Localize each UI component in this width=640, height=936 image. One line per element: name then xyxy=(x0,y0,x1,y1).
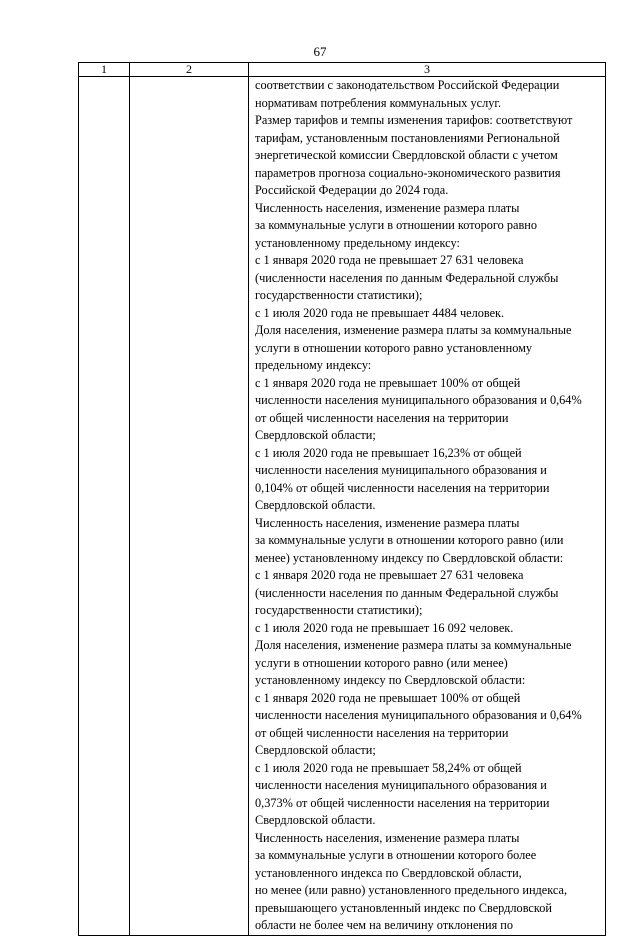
text-line: параметров прогноза социально-экономического развития xyxy=(255,165,561,180)
text-line: (численности населения по данным Федеральной службы xyxy=(255,585,559,600)
text-line: от общей численности населения на территории xyxy=(255,410,509,425)
text-line: превышающего установленный индекс по Свердловской xyxy=(255,900,552,915)
text-line: тарифам, установленным постановлениями Региональной xyxy=(255,130,560,145)
text-line: установленному предельному индексу: xyxy=(255,235,460,250)
text-line: предельному индексу: xyxy=(255,358,372,372)
cell-column-3 xyxy=(249,77,606,936)
text-line: Свердловской области. xyxy=(255,813,376,827)
text-line: (численности населения по данным Федеральной службы xyxy=(255,270,559,285)
cell-column-1 xyxy=(79,77,130,936)
table-header-row xyxy=(79,63,606,77)
text-line: менее) установленному индексу по Свердловской области: xyxy=(255,550,564,565)
text-line: установленному индексу по Свердловской области: xyxy=(255,673,526,687)
cell-column-2 xyxy=(130,77,249,936)
page-number: 67 xyxy=(313,44,327,59)
text-line: за коммунальные услуги в отношении которого более xyxy=(255,848,537,862)
table-body-row xyxy=(79,77,606,936)
body-text xyxy=(255,77,603,935)
text-line: численности населения муниципального образования и xyxy=(255,778,547,792)
text-line: Доля населения, изменение размера платы за коммунальные xyxy=(255,638,572,652)
document-table xyxy=(78,62,606,936)
text-line: услуги в отношении которого равно (или менее) xyxy=(255,655,508,670)
text-line: с 1 июля 2020 года не превышает 4484 человек. xyxy=(255,305,505,320)
text-line: 0,104% от общей численности населения на территории xyxy=(255,480,550,495)
text-line: Российской Федерации до 2024 года. xyxy=(255,183,449,197)
text-line: с 1 января 2020 года не превышает 100% от общей xyxy=(255,690,521,705)
text-line: энергетической комиссии Свердловской области с учетом xyxy=(255,148,558,162)
text-line: Доля населения, изменение размера платы за коммунальные xyxy=(255,323,572,337)
text-line: услуги в отношении которого равно установленному xyxy=(255,340,533,355)
column-header-1: 1 xyxy=(79,63,130,77)
text-line: нормативам потребления коммунальных услуг. xyxy=(255,95,502,110)
text-line: за коммунальные услуги в отношении которого равно (или xyxy=(255,533,564,547)
text-line: Свердловской области; xyxy=(255,428,376,442)
text-line: от общей численности населения на территории xyxy=(255,725,509,740)
text-line: с 1 июля 2020 года не превышает 58,24% от общей xyxy=(255,760,522,775)
text-line: Численность населения, изменение размера платы xyxy=(255,200,520,215)
text-line: Численность населения, изменение размера платы xyxy=(255,830,520,845)
text-line: за коммунальные услуги в отношении которого равно xyxy=(255,218,538,232)
text-line: численности населения муниципального образования и 0,64% xyxy=(255,708,582,722)
column-header-3: 3 xyxy=(249,63,606,77)
text-line: численности населения муниципального образования и xyxy=(255,463,547,477)
text-line: Свердловской области. xyxy=(255,498,376,512)
text-line: с 1 июля 2020 года не превышает 16 092 человек. xyxy=(255,620,514,635)
text-line: соответствии с законодательством Российской Федерации xyxy=(255,78,560,92)
text-line: с 1 января 2020 года не превышает 100% от общей xyxy=(255,375,521,390)
text-line: государственности статистики); xyxy=(255,603,423,617)
text-line: с 1 января 2020 года не превышает 27 631 человека xyxy=(255,568,524,582)
text-line: области не более чем на величину отклонения по xyxy=(255,918,514,932)
text-line: но менее (или равно) установленного предельного индекса, xyxy=(255,883,568,897)
text-line: численности населения муниципального образования и 0,64% xyxy=(255,393,582,407)
text-line: 0,373% от общей численности населения на территории xyxy=(255,795,550,810)
column-header-2: 2 xyxy=(130,63,249,77)
text-line: Размер тарифов и темпы изменения тарифов: соответствуют xyxy=(255,113,573,127)
text-line: с 1 января 2020 года не превышает 27 631 человека xyxy=(255,253,524,267)
text-line: Численность населения, изменение размера платы xyxy=(255,515,520,530)
text-line: государственности статистики); xyxy=(255,288,423,302)
text-line: установленного индекса по Свердловской области, xyxy=(255,865,522,880)
text-line: с 1 июля 2020 года не превышает 16,23% от общей xyxy=(255,445,522,460)
text-line: Свердловской области; xyxy=(255,743,376,757)
